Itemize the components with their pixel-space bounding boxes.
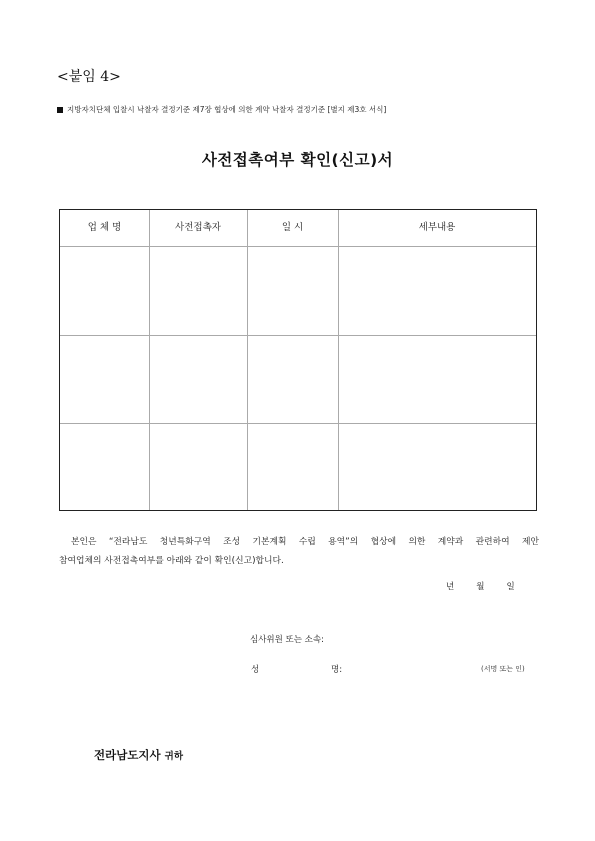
header-contact-person: 사전접촉자 <box>175 222 221 233</box>
recipient <box>94 747 183 763</box>
attachment-label: <붙임 4> <box>57 69 121 85</box>
name-label-colon: 명: <box>331 665 343 675</box>
form-reference-text: 지방자치단체 입찰시 낙찰자 결정기준 제7장 협상에 의한 계약 낙찰자 결정기준 [별지 제3호 서식] <box>67 105 387 114</box>
row-divider <box>60 423 536 424</box>
date-month: 월 <box>476 582 485 592</box>
header-datetime: 일 시 <box>281 222 304 233</box>
date-day: 일 <box>506 582 515 592</box>
statement-text <box>59 533 539 571</box>
statement-line-1: 본인은 “전라남도 청년특화구역 조성 기본계획 수립 용역”의 협상에 의한 계약과 관련하여 제안 <box>71 537 539 547</box>
document-title: 사전접촉여부 확인(신고)서 <box>201 151 394 169</box>
header-details: 세부내용 <box>418 222 456 233</box>
statement-line-2: 참여업체의 사전접촉여부를 아래와 같이 확인(신고)합니다. <box>59 556 284 566</box>
date-row <box>446 580 537 592</box>
name-label: 성 <box>251 665 260 675</box>
black-square-icon <box>57 107 63 113</box>
contact-table <box>59 209 537 511</box>
column-divider <box>338 210 339 510</box>
recipient-name: 전라남도지사 <box>94 748 161 762</box>
row-divider <box>60 335 536 336</box>
affiliation-label: 심사위원 또는 소속: <box>250 635 324 645</box>
row-divider <box>60 246 536 247</box>
column-divider <box>149 210 150 510</box>
header-company-name: 업 체 명 <box>87 222 122 233</box>
column-divider <box>247 210 248 510</box>
recipient-suffix: 귀하 <box>164 751 184 762</box>
form-reference <box>57 104 386 115</box>
signature-note: (서명 또는 인) <box>481 665 525 673</box>
date-year: 년 <box>446 582 455 592</box>
